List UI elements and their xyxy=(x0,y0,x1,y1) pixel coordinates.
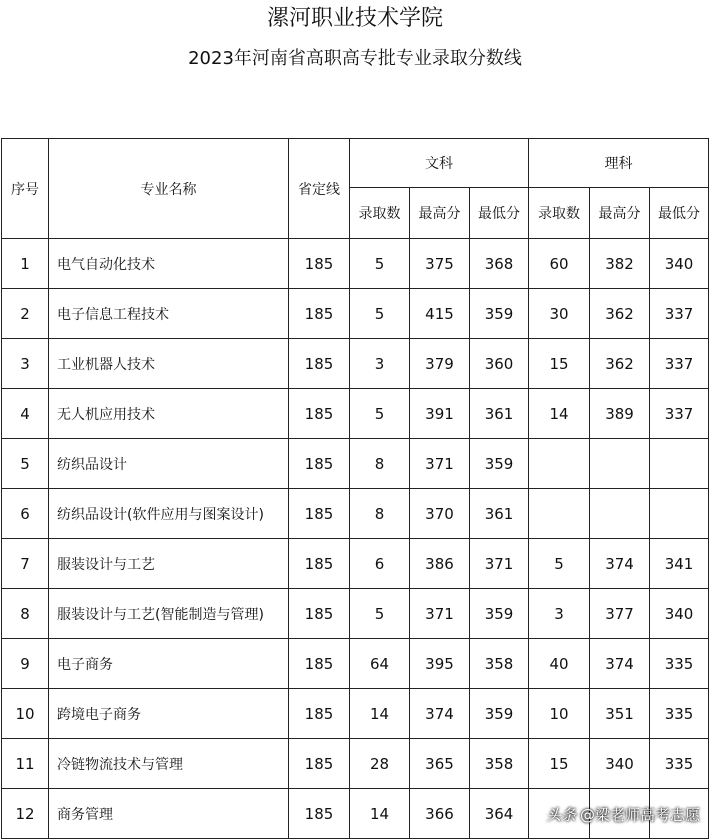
header-arts-max: 最高分 xyxy=(410,188,470,239)
cell-science-max xyxy=(590,439,650,489)
watermark-text: @梁老师高考志愿 xyxy=(579,806,700,824)
cell-science-max: 362 xyxy=(590,289,650,339)
cell-science-admitted: 14 xyxy=(529,389,590,439)
cell-science-min: 337 xyxy=(650,339,709,389)
cell-science-admitted: 5 xyxy=(529,539,590,589)
cell-science-admitted: 15 xyxy=(529,739,590,789)
cell-arts-max: 386 xyxy=(410,539,470,589)
cell-major: 商务管理 xyxy=(49,789,289,839)
table-row xyxy=(2,539,709,589)
cell-seq: 6 xyxy=(2,489,49,539)
cell-arts-admitted: 5 xyxy=(350,289,410,339)
cell-major: 电子商务 xyxy=(49,639,289,689)
header-line: 省定线 xyxy=(289,139,350,239)
cell-arts-admitted: 28 xyxy=(350,739,410,789)
cell-arts-max: 379 xyxy=(410,339,470,389)
cell-arts-min: 359 xyxy=(470,289,529,339)
cell-arts-max: 415 xyxy=(410,289,470,339)
cell-seq: 1 xyxy=(2,239,49,289)
cell-arts-min: 358 xyxy=(470,739,529,789)
cell-line: 185 xyxy=(289,389,350,439)
cell-line: 185 xyxy=(289,339,350,389)
cell-seq: 9 xyxy=(2,639,49,689)
cell-arts-admitted: 64 xyxy=(350,639,410,689)
cell-arts-min: 364 xyxy=(470,789,529,839)
cell-arts-min: 361 xyxy=(470,489,529,539)
cell-arts-min: 360 xyxy=(470,339,529,389)
cell-line: 185 xyxy=(289,739,350,789)
cell-major: 电子信息工程技术 xyxy=(49,289,289,339)
cell-seq: 3 xyxy=(2,339,49,389)
cell-science-admitted xyxy=(529,439,590,489)
cell-arts-admitted: 5 xyxy=(350,589,410,639)
cell-science-min: 335 xyxy=(650,739,709,789)
header-arts-min: 最低分 xyxy=(470,188,529,239)
cell-arts-admitted: 14 xyxy=(350,689,410,739)
cell-line: 185 xyxy=(289,589,350,639)
table-row xyxy=(2,489,709,539)
table-row xyxy=(2,389,709,439)
table-row xyxy=(2,689,709,739)
cell-arts-max: 395 xyxy=(410,639,470,689)
cell-arts-max: 371 xyxy=(410,439,470,489)
document-title: 漯河职业技术学院 xyxy=(266,6,443,31)
cell-seq: 11 xyxy=(2,739,49,789)
cell-line: 185 xyxy=(289,539,350,589)
cell-arts-max: 365 xyxy=(410,739,470,789)
cell-science-min xyxy=(650,439,709,489)
cell-science-max: 362 xyxy=(590,339,650,389)
cell-arts-admitted: 8 xyxy=(350,489,410,539)
document-subtitle: 2023年河南省高职高专批专业录取分数线 xyxy=(188,48,522,69)
cell-arts-min: 358 xyxy=(470,639,529,689)
header-major: 专业名称 xyxy=(49,139,289,239)
cell-science-min: 341 xyxy=(650,539,709,589)
table-row xyxy=(2,589,709,639)
cell-major: 电气自动化技术 xyxy=(49,239,289,289)
cell-arts-admitted: 14 xyxy=(350,789,410,839)
cell-science-admitted: 60 xyxy=(529,239,590,289)
cell-seq: 7 xyxy=(2,539,49,589)
cell-science-max: 377 xyxy=(590,589,650,639)
cell-science-max: 340 xyxy=(590,739,650,789)
cell-science-max xyxy=(590,489,650,539)
cell-major: 服装设计与工艺 xyxy=(49,539,289,589)
cell-arts-max: 370 xyxy=(410,489,470,539)
cell-science-admitted: 3 xyxy=(529,589,590,639)
header-science-max: 最高分 xyxy=(590,188,650,239)
cell-science-min: 337 xyxy=(650,289,709,339)
cell-seq: 10 xyxy=(2,689,49,739)
cell-science-min: 340 xyxy=(650,239,709,289)
admission-table xyxy=(1,138,709,839)
cell-arts-min: 361 xyxy=(470,389,529,439)
cell-major: 无人机应用技术 xyxy=(49,389,289,439)
table-row xyxy=(2,239,709,289)
cell-science-admitted xyxy=(529,489,590,539)
cell-science-min xyxy=(650,489,709,539)
cell-arts-max: 371 xyxy=(410,589,470,639)
table-row xyxy=(2,289,709,339)
cell-arts-max: 366 xyxy=(410,789,470,839)
cell-arts-admitted: 8 xyxy=(350,439,410,489)
cell-line: 185 xyxy=(289,689,350,739)
table-row xyxy=(2,439,709,489)
cell-arts-min: 359 xyxy=(470,589,529,639)
toutiao-logo: 头条 xyxy=(545,806,576,824)
cell-line: 185 xyxy=(289,789,350,839)
cell-seq: 4 xyxy=(2,389,49,439)
cell-science-max: 374 xyxy=(590,639,650,689)
cell-science-min: 340 xyxy=(650,589,709,639)
cell-science-min: 335 xyxy=(650,639,709,689)
header-seq: 序号 xyxy=(2,139,49,239)
cell-line: 185 xyxy=(289,239,350,289)
header-science-min: 最低分 xyxy=(650,188,709,239)
cell-line: 185 xyxy=(289,289,350,339)
cell-science-max: 351 xyxy=(590,689,650,739)
cell-science-admitted: 30 xyxy=(529,289,590,339)
cell-arts-admitted: 5 xyxy=(350,239,410,289)
cell-arts-max: 391 xyxy=(410,389,470,439)
cell-science-max: 374 xyxy=(590,539,650,589)
cell-seq: 5 xyxy=(2,439,49,489)
cell-arts-admitted: 3 xyxy=(350,339,410,389)
cell-seq: 8 xyxy=(2,589,49,639)
cell-line: 185 xyxy=(289,639,350,689)
table-row xyxy=(2,739,709,789)
cell-science-max: 382 xyxy=(590,239,650,289)
cell-arts-admitted: 5 xyxy=(350,389,410,439)
header-science: 理科 xyxy=(529,139,709,188)
cell-arts-min: 359 xyxy=(470,439,529,489)
table-row xyxy=(2,639,709,689)
cell-arts-max: 375 xyxy=(410,239,470,289)
cell-arts-min: 371 xyxy=(470,539,529,589)
cell-science-admitted: 40 xyxy=(529,639,590,689)
cell-line: 185 xyxy=(289,439,350,489)
cell-major: 工业机器人技术 xyxy=(49,339,289,389)
cell-science-min: 335 xyxy=(650,689,709,739)
cell-science-max: 389 xyxy=(590,389,650,439)
cell-arts-min: 359 xyxy=(470,689,529,739)
cell-science-admitted: 10 xyxy=(529,689,590,739)
cell-arts-max: 374 xyxy=(410,689,470,739)
cell-major: 服装设计与工艺(智能制造与管理) xyxy=(49,589,289,639)
cell-major: 冷链物流技术与管理 xyxy=(49,739,289,789)
header-science-admitted: 录取数 xyxy=(529,188,590,239)
table-row xyxy=(2,339,709,389)
watermark xyxy=(546,804,700,825)
table-body xyxy=(2,239,709,839)
cell-arts-admitted: 6 xyxy=(350,539,410,589)
cell-science-admitted: 15 xyxy=(529,339,590,389)
cell-science-min: 337 xyxy=(650,389,709,439)
cell-arts-min: 368 xyxy=(470,239,529,289)
cell-major: 跨境电子商务 xyxy=(49,689,289,739)
header-arts-admitted: 录取数 xyxy=(350,188,410,239)
cell-major: 纺织品设计(软件应用与图案设计) xyxy=(49,489,289,539)
cell-line: 185 xyxy=(289,489,350,539)
cell-seq: 12 xyxy=(2,789,49,839)
header-arts: 文科 xyxy=(350,139,529,188)
cell-major: 纺织品设计 xyxy=(49,439,289,489)
cell-seq: 2 xyxy=(2,289,49,339)
